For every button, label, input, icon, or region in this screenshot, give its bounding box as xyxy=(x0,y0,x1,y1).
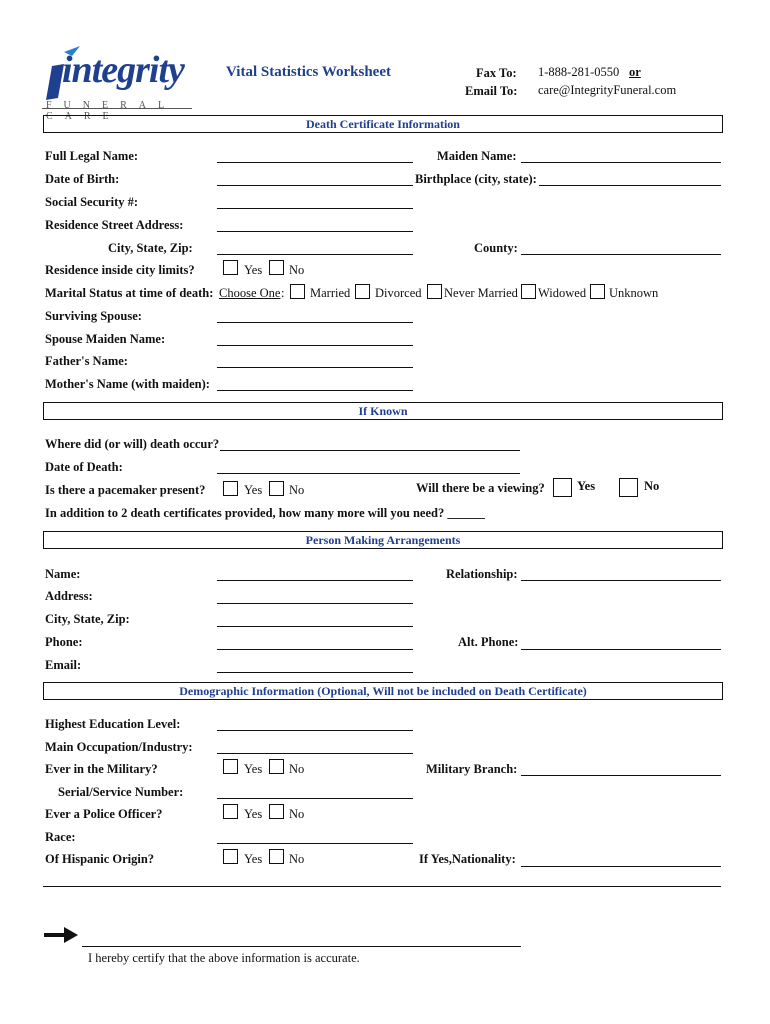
nationality-field[interactable] xyxy=(521,866,721,867)
birthplace-label: Birthplace (city, state): xyxy=(415,172,537,186)
inside-city-label: Residence inside city limits? xyxy=(45,263,195,277)
person-email-label: Email: xyxy=(45,658,82,672)
relationship-field[interactable] xyxy=(521,580,721,581)
ssn-label: Social Security #: xyxy=(45,195,139,209)
ssn-field[interactable] xyxy=(217,208,413,209)
section-header-death-certificate: Death Certificate Information xyxy=(43,115,723,133)
person-email-field[interactable] xyxy=(217,672,413,673)
arrow-right-icon xyxy=(44,925,80,945)
person-city-field[interactable] xyxy=(217,626,413,627)
military-label: Ever in the Military? xyxy=(45,762,158,776)
pacemaker-yes-label: Yes xyxy=(244,483,263,497)
dob-label: Date of Birth: xyxy=(45,172,120,186)
divorced-label: Divorced xyxy=(375,286,422,300)
military-yes-checkbox[interactable] xyxy=(223,759,238,774)
fax-value: 1-888-281-0550 xyxy=(538,65,620,79)
military-no-checkbox[interactable] xyxy=(269,759,284,774)
surviving-spouse-field[interactable] xyxy=(217,322,413,323)
spouse-maiden-label: Spouse Maiden Name: xyxy=(45,332,166,346)
birthplace-field[interactable] xyxy=(539,185,721,186)
certify-text: I hereby certify that the above information is accurate. xyxy=(88,951,360,965)
page-title: Vital Statistics Worksheet xyxy=(226,64,391,80)
hispanic-no-checkbox[interactable] xyxy=(269,849,284,864)
logo-text: integrity xyxy=(62,49,184,91)
email-label: Email To: xyxy=(465,84,518,98)
viewing-yes-checkbox[interactable] xyxy=(553,478,572,497)
surviving-spouse-label: Surviving Spouse: xyxy=(45,309,142,323)
police-label: Ever a Police Officer? xyxy=(45,807,163,821)
serial-field[interactable] xyxy=(217,798,413,799)
choose-one-text: Choose One xyxy=(219,286,281,300)
date-of-death-field[interactable] xyxy=(217,473,520,474)
pacemaker-no-label: No xyxy=(289,483,305,497)
maiden-name-field[interactable] xyxy=(521,162,721,163)
unknown-checkbox[interactable] xyxy=(590,284,605,299)
where-death-field[interactable] xyxy=(220,450,520,451)
relationship-label: Relationship: xyxy=(446,567,518,581)
police-no-label: No xyxy=(289,807,305,821)
hispanic-no-label: No xyxy=(289,852,305,866)
military-branch-label: Military Branch: xyxy=(426,762,518,776)
police-yes-checkbox[interactable] xyxy=(223,804,238,819)
notes-line[interactable] xyxy=(43,886,721,887)
signature-field[interactable] xyxy=(82,946,521,947)
education-label: Highest Education Level: xyxy=(45,717,181,731)
full-legal-name-label: Full Legal Name: xyxy=(45,149,139,163)
viewing-yes-label: Yes xyxy=(577,479,596,493)
viewing-label: Will there be a viewing? xyxy=(416,481,545,495)
where-death-label: Where did (or will) death occur? xyxy=(45,437,220,451)
person-address-label: Address: xyxy=(45,589,93,603)
inside-city-yes-label: Yes xyxy=(244,263,263,277)
occupation-field[interactable] xyxy=(217,753,413,754)
pacemaker-no-checkbox[interactable] xyxy=(269,481,284,496)
married-label: Married xyxy=(310,286,351,300)
viewing-no-checkbox[interactable] xyxy=(619,478,638,497)
never-married-label: Never Married xyxy=(444,286,518,300)
inside-city-no-label: No xyxy=(289,263,305,277)
choose-one-colon: : xyxy=(281,286,285,300)
person-address-field[interactable] xyxy=(217,603,413,604)
military-branch-field[interactable] xyxy=(521,775,721,776)
unknown-label: Unknown xyxy=(609,286,659,300)
phone-field[interactable] xyxy=(217,649,413,650)
divorced-checkbox[interactable] xyxy=(355,284,370,299)
logo-underline xyxy=(42,108,192,109)
section-header-person-arrangements: Person Making Arrangements xyxy=(43,531,723,549)
spouse-maiden-field[interactable] xyxy=(217,345,413,346)
person-city-label: City, State, Zip: xyxy=(45,612,130,626)
hispanic-yes-checkbox[interactable] xyxy=(223,849,238,864)
race-field[interactable] xyxy=(217,843,413,844)
residence-field[interactable] xyxy=(217,231,413,232)
date-of-death-label: Date of Death: xyxy=(45,460,123,474)
inside-city-yes-checkbox[interactable] xyxy=(223,260,238,275)
widowed-label: Widowed xyxy=(538,286,587,300)
police-no-checkbox[interactable] xyxy=(269,804,284,819)
viewing-no-label: No xyxy=(644,479,660,493)
section-header-demographic: Demographic Information (Optional, Will not be included on Death Certificate) xyxy=(43,682,723,700)
mother-field[interactable] xyxy=(217,390,413,391)
nationality-label: If Yes,Nationality: xyxy=(419,852,516,866)
person-name-label: Name: xyxy=(45,567,81,581)
or-text: or xyxy=(629,65,641,79)
hispanic-label: Of Hispanic Origin? xyxy=(45,852,155,866)
military-no-label: No xyxy=(289,762,305,776)
alt-phone-label: Alt. Phone: xyxy=(458,635,519,649)
logo xyxy=(42,46,202,122)
dob-field[interactable] xyxy=(217,185,413,186)
logo-subtext: FUNERAL CARE xyxy=(46,100,176,122)
phone-label: Phone: xyxy=(45,635,83,649)
alt-phone-field[interactable] xyxy=(521,649,721,650)
additional-certs-label: In addition to 2 death certificates provided, how many more will you need? ______ xyxy=(45,506,485,520)
occupation-label: Main Occupation/Industry: xyxy=(45,740,193,754)
military-yes-label: Yes xyxy=(244,762,263,776)
police-yes-label: Yes xyxy=(244,807,263,821)
never-married-checkbox[interactable] xyxy=(427,284,442,299)
county-label: County: xyxy=(474,241,518,255)
married-checkbox[interactable] xyxy=(290,284,305,299)
education-field[interactable] xyxy=(217,730,413,731)
widowed-checkbox[interactable] xyxy=(521,284,536,299)
county-field[interactable] xyxy=(521,254,721,255)
person-name-field[interactable] xyxy=(217,580,413,581)
residence-label: Residence Street Address: xyxy=(45,218,184,232)
maiden-name-label: Maiden Name: xyxy=(437,149,517,163)
pacemaker-label: Is there a pacemaker present? xyxy=(45,483,206,497)
race-label: Race: xyxy=(45,830,76,844)
pacemaker-yes-checkbox[interactable] xyxy=(223,481,238,496)
serial-label: Serial/Service Number: xyxy=(58,785,184,799)
city-state-zip-label: City, State, Zip: xyxy=(108,241,193,255)
section-header-if-known: If Known xyxy=(43,402,723,420)
father-field[interactable] xyxy=(217,367,413,368)
email-value: care@IntegrityFuneral.com xyxy=(538,83,677,97)
fax-label: Fax To: xyxy=(476,66,517,80)
full-legal-name-field[interactable] xyxy=(217,162,413,163)
father-label: Father's Name: xyxy=(45,354,128,368)
mother-label: Mother's Name (with maiden): xyxy=(45,377,210,391)
city-state-zip-field[interactable] xyxy=(217,254,413,255)
marital-label: Marital Status at time of death: xyxy=(45,286,214,300)
inside-city-no-checkbox[interactable] xyxy=(269,260,284,275)
hispanic-yes-label: Yes xyxy=(244,852,263,866)
